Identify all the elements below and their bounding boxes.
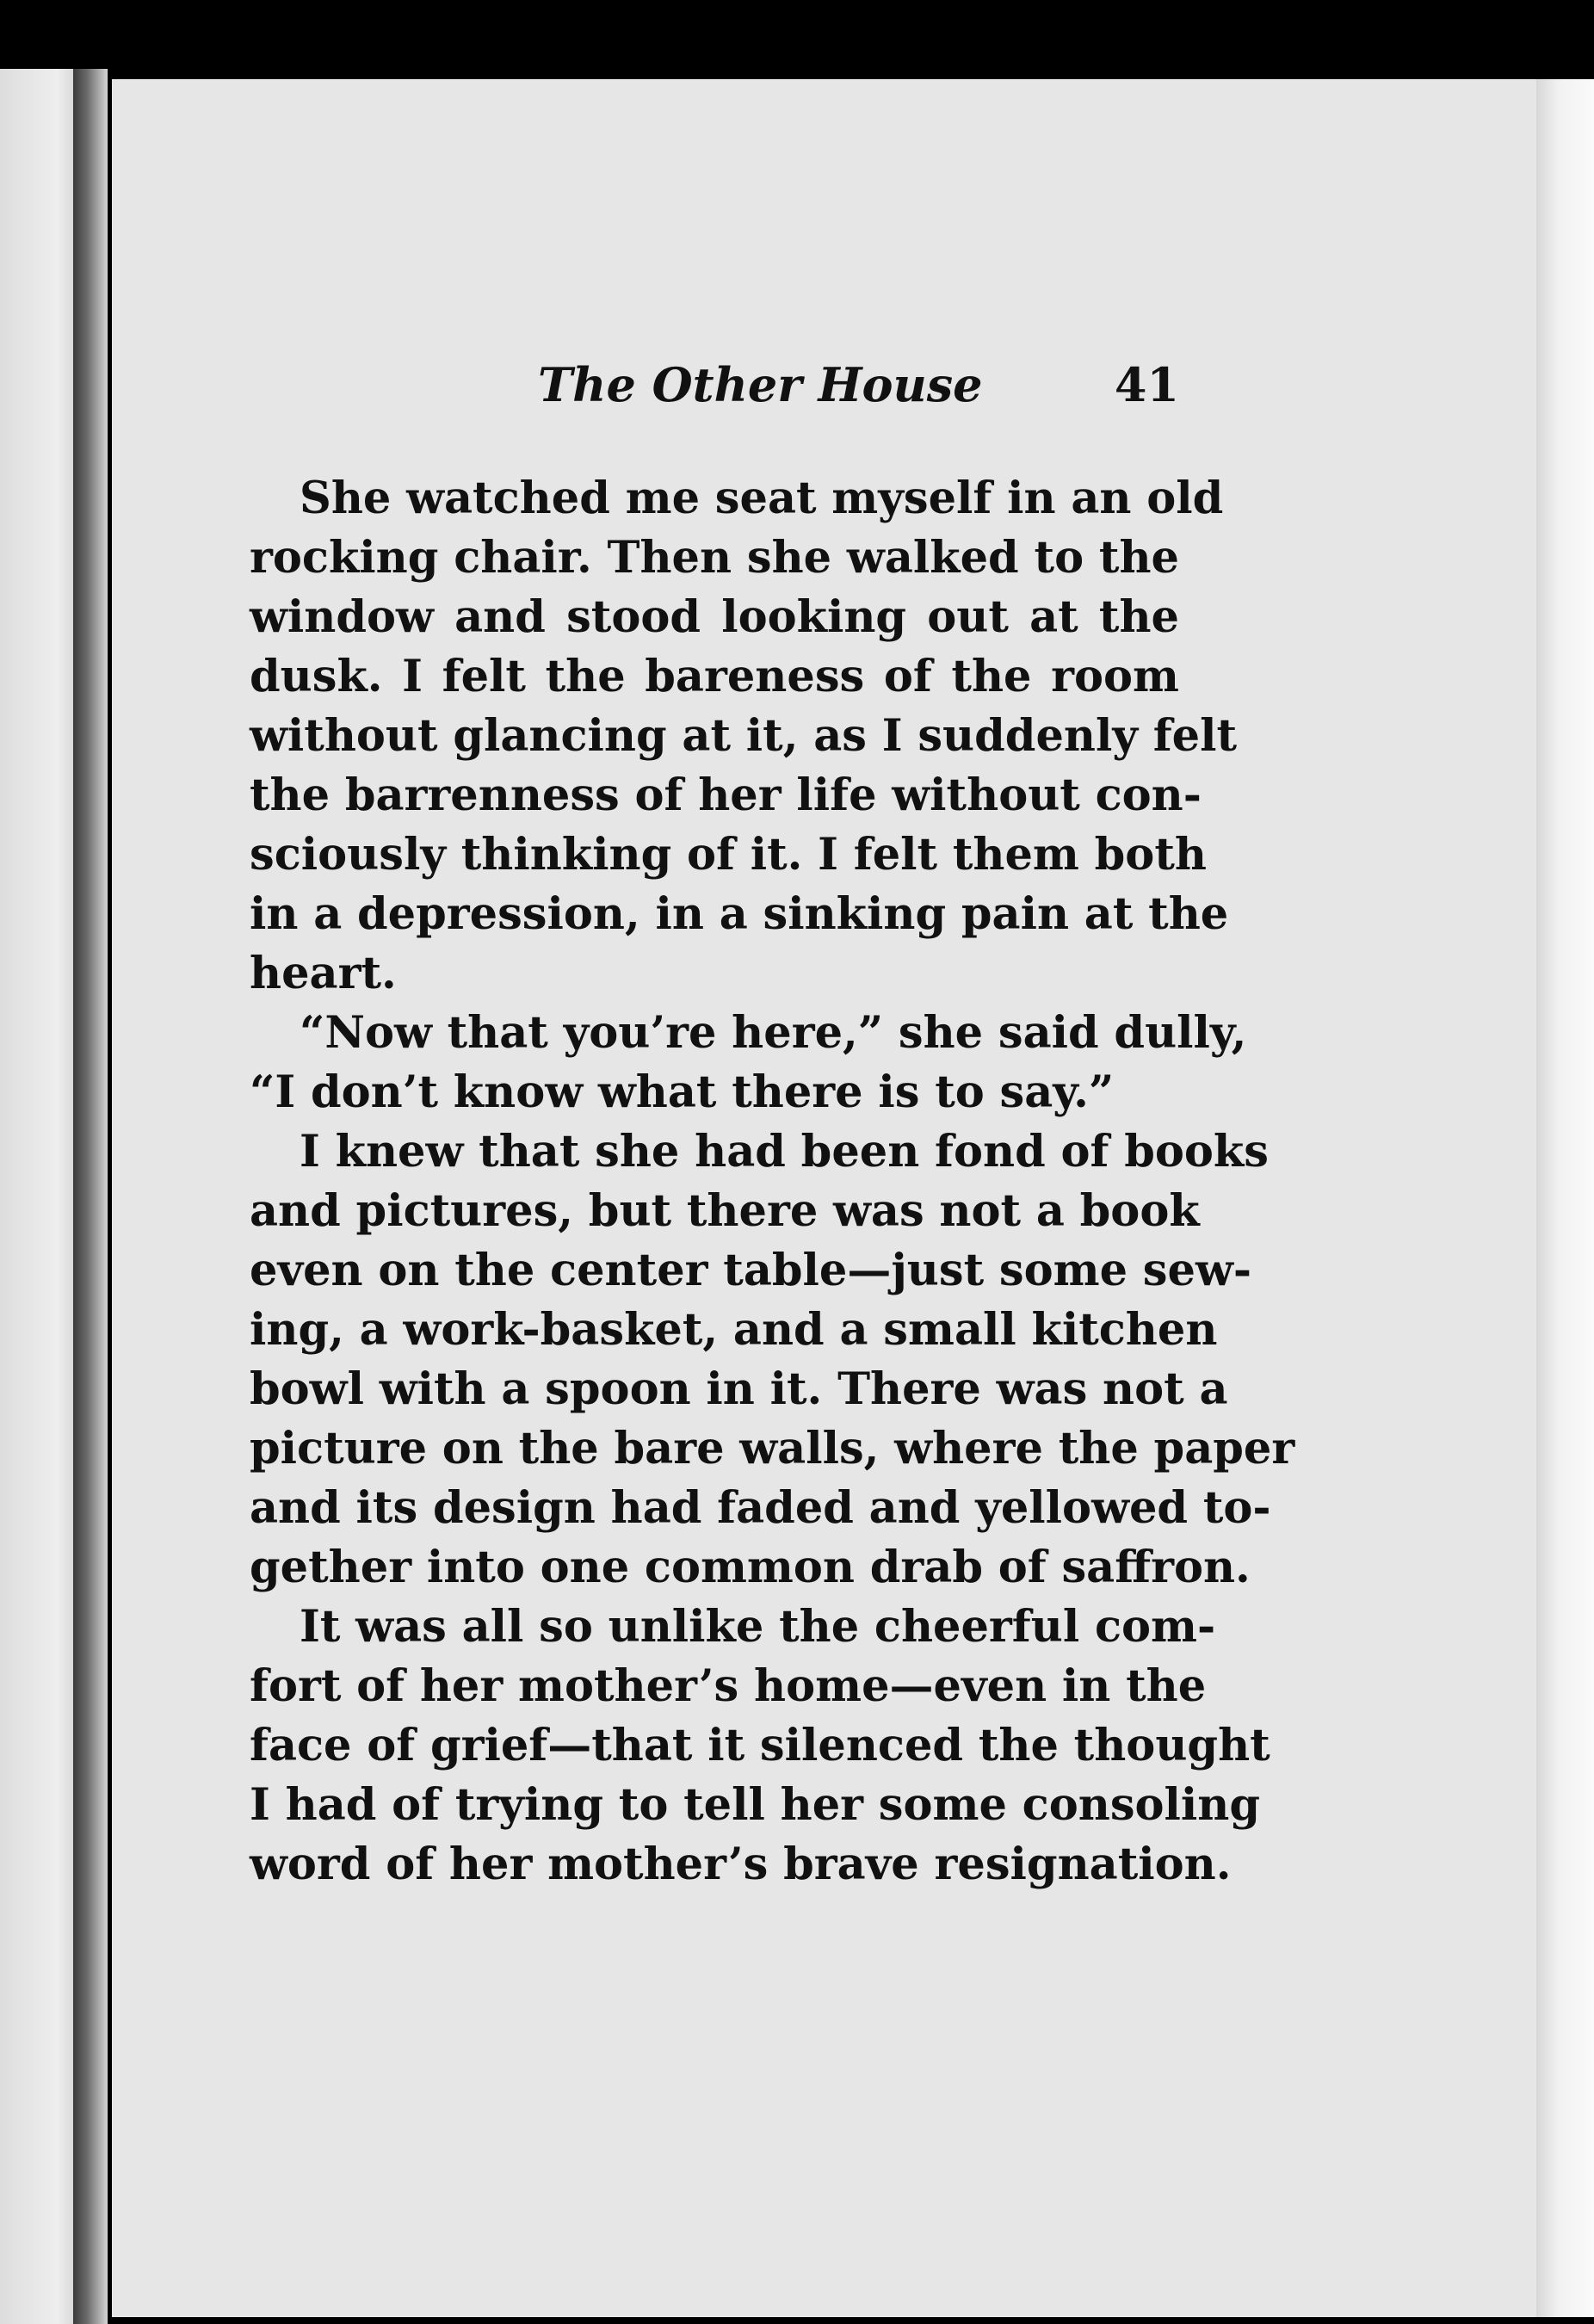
text-line: dusk. I felt the bareness of the room <box>250 651 1179 702</box>
text-line: fort of her mother’s home—even in the <box>250 1660 1207 1712</box>
text-line: heart. <box>250 948 397 999</box>
text-line: I knew that she had been fond of books <box>300 1126 1269 1177</box>
text-line: face of grief—that it silenced the thought <box>250 1720 1270 1771</box>
text-line: even on the center table—just some sew- <box>250 1245 1252 1296</box>
text-line: She watched me seat myself in an old <box>300 473 1224 524</box>
text-line: rocking chair. Then she walked to the <box>250 532 1179 584</box>
text-line: ing, a work-basket, and a small kitchen <box>250 1304 1218 1356</box>
text-line: the barrenness of her life without con- <box>250 770 1202 821</box>
text-line: and pictures, but there was not a book <box>250 1185 1200 1237</box>
facing-page-edge <box>0 69 82 2324</box>
text-line: window and stood looking out at the <box>250 591 1179 643</box>
text-line: gether into one common drab of saffron. <box>250 1542 1251 1593</box>
body-text <box>250 469 1295 1894</box>
paragraph-3 <box>250 1122 1295 1598</box>
binding-gutter <box>73 69 108 2324</box>
text-line: picture on the bare walls, where the paper <box>250 1423 1295 1474</box>
text-line: It was all so unlike the cheerful com- <box>300 1601 1216 1653</box>
paragraph-2 <box>250 1004 1247 1122</box>
text-line: sciously thinking of it. I felt them both <box>250 829 1207 881</box>
text-line: “Now that you’re here,” she said dully, <box>300 1007 1247 1059</box>
paragraph-1 <box>250 469 1238 1004</box>
running-head <box>250 357 1179 426</box>
page-number: 41 <box>1114 357 1179 412</box>
text-line: and its design had faded and yellowed to- <box>250 1482 1271 1534</box>
running-title: The Other House <box>538 357 983 412</box>
text-line: bowl with a spoon in it. There was not a <box>250 1363 1228 1415</box>
text-line: without glancing at it, as I suddenly felt <box>250 710 1238 762</box>
paragraph-4 <box>250 1598 1270 1894</box>
page-edge-strip <box>1536 79 1594 2317</box>
text-line: in a depression, in a sinking pain at the <box>250 888 1229 940</box>
text-line: I had of trying to tell her some consoling <box>250 1779 1261 1831</box>
text-line: word of her mother’s brave resignation. <box>250 1839 1232 1890</box>
text-line: “I don’t know what there is to say.” <box>250 1066 1115 1118</box>
